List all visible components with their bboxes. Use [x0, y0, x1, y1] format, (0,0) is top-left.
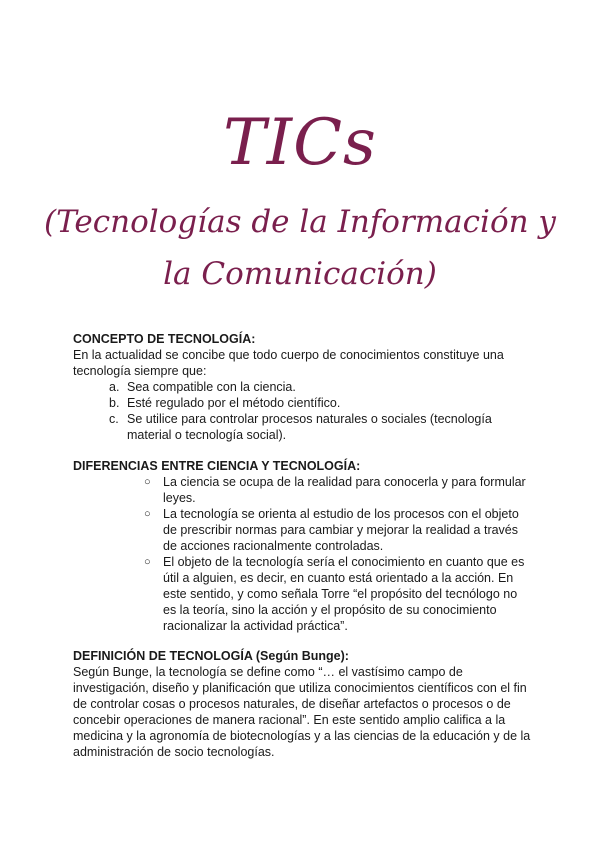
section-definicion [73, 648, 533, 760]
concepto-list [73, 379, 533, 443]
list-marker: c. [109, 412, 119, 426]
list-item-text: Sea compatible con la ciencia. [127, 380, 296, 394]
section-heading-definicion: DEFINICIÓN DE TECNOLOGÍA (Según Bunge): [73, 649, 349, 663]
list-item-text: Se utilice para controlar procesos naturales o sociales (tecnología material o tecnología social). [127, 412, 492, 442]
diferencias-list [73, 474, 533, 634]
list-marker: b. [109, 396, 120, 410]
section-heading-diferencias: DIFERENCIAS ENTRE CIENCIA Y TECNOLOGÍA: [73, 459, 361, 473]
list-item [73, 395, 533, 411]
list-item [73, 474, 533, 506]
page-title: TICs [223, 106, 377, 180]
circle-bullet-icon: ○ [144, 556, 151, 568]
section-diferencias [73, 458, 533, 634]
list-item-text: La ciencia se ocupa de la realidad para conocerla y para formular leyes. [163, 475, 526, 505]
definicion-text: Según Bunge, la tecnología se define como “… el vastísimo campo de investigación, diseño y planificación que utiliza conocimientos científicos con el fin de controlar cosas o procesos naturales, de diseñar artefactos o procesos o de concebir operaciones de manera racional”. En este sentido amplio califica a la medicina y la agronomía de biotecnologías y a las ciencias de la educación y de la administración de socio tecnologías. [73, 665, 531, 759]
circle-bullet-icon: ○ [144, 476, 151, 488]
list-item-text: Esté regulado por el método científico. [127, 396, 341, 410]
circle-bullet-icon: ○ [144, 508, 151, 520]
list-item [73, 506, 533, 554]
list-item-text: El objeto de la tecnología sería el conocimiento en cuanto que es útil a alguien, es decir, en cuanto está orientado a la acción. En este sentido, y como señala Torre “el propósito del tecnólogo no es la teoría, sino la acción y el propósito de su conocimiento racionalizar la actividad práctica”. [163, 555, 525, 633]
section-concepto [73, 331, 533, 443]
list-item [73, 411, 533, 443]
list-marker: a. [109, 380, 120, 394]
list-item-text: La tecnología se orienta al estudio de los procesos con el objeto de prescribir normas para cambiar y mejorar la realidad a través de acciones racionalmente controladas. [163, 507, 519, 553]
list-item [73, 554, 533, 634]
list-item [73, 379, 533, 395]
section-heading-concepto: CONCEPTO DE TECNOLOGÍA: [73, 332, 256, 346]
page-subtitle: (Tecnologías de la Información y la Comunicación) [44, 204, 556, 292]
concepto-intro: En la actualidad se concibe que todo cuerpo de conocimientos constituye una tecnología siempre que: [73, 348, 504, 378]
